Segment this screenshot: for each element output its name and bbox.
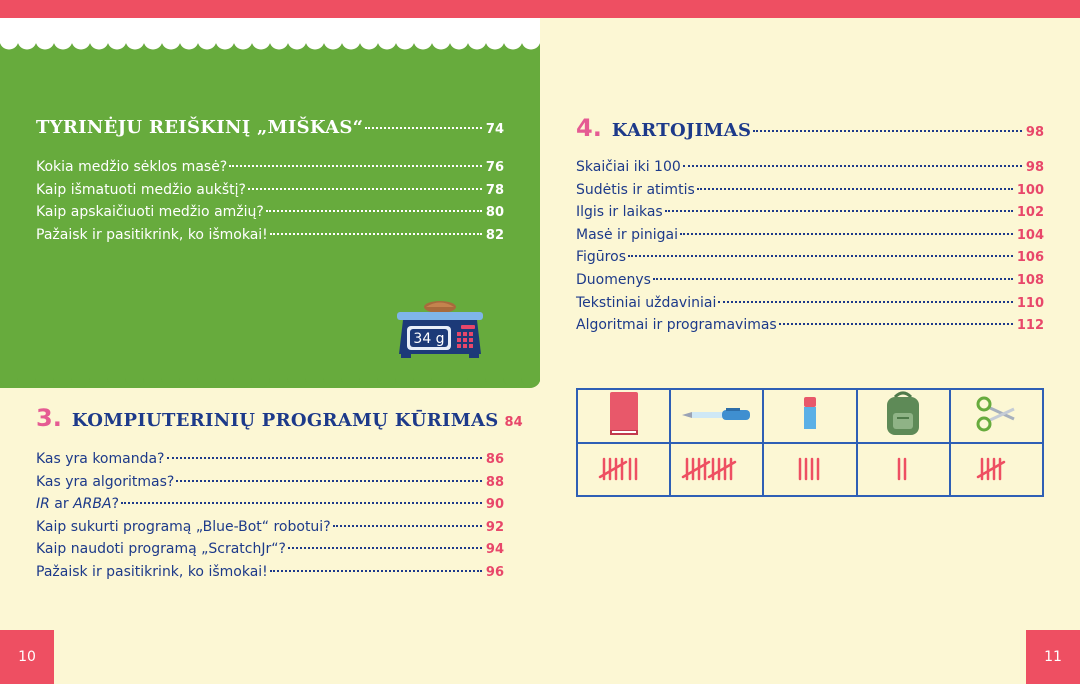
toc-item-label: Sudėtis ir atimtis bbox=[576, 181, 695, 198]
toc-item[interactable] bbox=[576, 317, 1044, 340]
label-mid: ar bbox=[49, 496, 74, 513]
tally-marks bbox=[770, 453, 850, 483]
toc-item[interactable] bbox=[36, 159, 504, 182]
section-number: 4. bbox=[576, 114, 602, 142]
toc-item-label: Kaip apskaičiuoti medžio amžių? bbox=[36, 204, 264, 221]
toc-item-page: 110 bbox=[1016, 295, 1044, 311]
backpack-icon bbox=[883, 391, 923, 437]
toc-item-page: 86 bbox=[485, 452, 504, 467]
tally-marks bbox=[677, 453, 757, 483]
toc-item[interactable] bbox=[36, 451, 504, 474]
top-color-bar bbox=[0, 0, 1080, 18]
toc-item[interactable] bbox=[576, 249, 1044, 272]
page-number: 98 bbox=[1025, 125, 1044, 140]
toc-item-label: Figūros bbox=[576, 249, 626, 266]
toc-item-label: Skaičiai iki 100 bbox=[576, 159, 681, 175]
table-cell bbox=[763, 443, 856, 496]
dot-leader bbox=[266, 210, 482, 212]
toc-item[interactable] bbox=[36, 564, 504, 587]
section-title-miskas[interactable] bbox=[36, 117, 504, 138]
toc-item-page: 100 bbox=[1016, 182, 1044, 198]
section-number: 3. bbox=[36, 404, 62, 432]
eraser-icon bbox=[803, 397, 817, 431]
toc-item-page: 82 bbox=[485, 227, 504, 243]
scale-display-text: 34 g bbox=[413, 331, 445, 347]
dot-leader bbox=[365, 127, 482, 129]
scallop-edge-top bbox=[0, 18, 540, 54]
page-number-left: 10 bbox=[0, 630, 54, 684]
dot-leader bbox=[121, 502, 482, 504]
toc-item-page: 92 bbox=[485, 519, 504, 535]
dot-leader bbox=[653, 278, 1013, 280]
toc-item-page: 112 bbox=[1016, 318, 1044, 334]
tally-marks bbox=[956, 453, 1036, 483]
toc-item-page: 108 bbox=[1016, 272, 1044, 288]
dot-leader bbox=[718, 301, 1013, 303]
toc-item[interactable] bbox=[36, 474, 504, 497]
dot-leader bbox=[628, 255, 1013, 257]
tally-marks bbox=[584, 453, 664, 483]
dot-leader bbox=[333, 525, 482, 527]
dot-leader bbox=[248, 188, 482, 190]
toc-item[interactable] bbox=[576, 272, 1044, 295]
table-cell bbox=[670, 389, 763, 443]
toc-item-label bbox=[36, 496, 119, 512]
scallop-edge-bottom bbox=[0, 378, 540, 394]
toc-item-label: Duomenys bbox=[576, 271, 651, 288]
table-cell bbox=[857, 443, 950, 496]
toc-item[interactable] bbox=[36, 204, 504, 227]
dot-leader bbox=[270, 570, 482, 572]
toc-list-section-3 bbox=[36, 451, 504, 587]
toc-item[interactable] bbox=[36, 182, 504, 205]
page-number-right: 11 bbox=[1026, 630, 1080, 684]
toc-list-miskas bbox=[36, 159, 504, 249]
toc-item[interactable] bbox=[36, 227, 504, 250]
toc-item-label: Pažaisk ir pasitikrink, ko išmokai! bbox=[36, 226, 268, 243]
toc-item-page: 78 bbox=[485, 182, 504, 198]
toc-item-label: Kas yra algoritmas? bbox=[36, 473, 175, 490]
toc-item-page: 98 bbox=[1025, 160, 1044, 175]
label-end: ? bbox=[111, 496, 120, 513]
toc-item[interactable] bbox=[36, 519, 504, 542]
toc-item-label: Pažaisk ir pasitikrink, ko išmokai! bbox=[36, 563, 268, 580]
toc-item[interactable] bbox=[36, 496, 504, 519]
toc-item-page: 80 bbox=[485, 205, 504, 221]
toc-item-page: 76 bbox=[485, 160, 504, 175]
page-number: 84 bbox=[504, 415, 523, 430]
toc-item-label: Masė ir pinigai bbox=[576, 226, 679, 243]
book-icon bbox=[607, 390, 641, 438]
page-number: 74 bbox=[485, 122, 504, 137]
toc-item-label: Algoritmai ir programavimas bbox=[576, 317, 777, 334]
dot-leader bbox=[176, 480, 482, 482]
scissors-icon bbox=[976, 395, 1016, 433]
toc-item[interactable] bbox=[576, 159, 1044, 182]
pen-icon bbox=[682, 408, 752, 422]
section-title-3[interactable] bbox=[36, 404, 523, 432]
toc-list-section-4 bbox=[576, 159, 1044, 340]
dot-leader bbox=[167, 457, 482, 459]
toc-item-page: 90 bbox=[485, 497, 504, 513]
toc-item-label: Kas yra komanda? bbox=[36, 451, 165, 467]
label-italic-ir: IR bbox=[36, 496, 50, 513]
toc-item-page: 94 bbox=[485, 542, 504, 558]
tally-table bbox=[576, 388, 1044, 497]
dot-leader bbox=[288, 547, 482, 549]
toc-item-page: 96 bbox=[485, 564, 504, 580]
dot-leader bbox=[697, 188, 1013, 190]
toc-item-page: 106 bbox=[1016, 250, 1044, 266]
dot-leader bbox=[753, 130, 1022, 132]
table-cell bbox=[577, 443, 670, 496]
dot-leader bbox=[683, 165, 1022, 167]
table-cell bbox=[950, 443, 1043, 496]
dot-leader bbox=[270, 233, 482, 235]
toc-item[interactable] bbox=[36, 541, 504, 564]
dot-leader bbox=[779, 323, 1013, 325]
section-title-text: TYRINĖJU REIŠKINĮ „MIŠKAS“ bbox=[36, 117, 364, 138]
toc-item-label: Tekstiniai uždaviniai bbox=[576, 294, 717, 311]
table-cell bbox=[577, 389, 670, 443]
toc-item-label: Ilgis ir laikas bbox=[576, 204, 663, 221]
dot-leader bbox=[680, 233, 1013, 235]
kitchen-scale-icon bbox=[393, 298, 487, 360]
table-cell bbox=[857, 389, 950, 443]
toc-item-page: 102 bbox=[1016, 205, 1044, 221]
section-title-text: KARTOJIMAS bbox=[611, 120, 752, 141]
toc-item[interactable] bbox=[576, 227, 1044, 250]
dot-leader bbox=[665, 210, 1013, 212]
table-cell bbox=[763, 389, 856, 443]
toc-item-label: Kaip naudoti programą „ScratchJr“? bbox=[36, 541, 286, 558]
toc-item[interactable] bbox=[576, 204, 1044, 227]
toc-item-label: Kaip išmatuoti medžio aukštį? bbox=[36, 181, 246, 198]
label-italic-arba: ARBA bbox=[73, 496, 112, 513]
toc-item-label: Kaip sukurti programą „Blue-Bot“ robotui? bbox=[36, 518, 331, 535]
toc-item[interactable] bbox=[576, 295, 1044, 318]
toc-item[interactable] bbox=[576, 182, 1044, 205]
toc-item-page: 104 bbox=[1016, 227, 1044, 243]
toc-item-page: 88 bbox=[485, 474, 504, 490]
table-cell bbox=[950, 389, 1043, 443]
section-title-text: KOMPIUTERINIŲ PROGRAMŲ KŪRIMAS bbox=[71, 410, 499, 431]
tally-marks bbox=[863, 453, 943, 483]
toc-item-label: Kokia medžio sėklos masė? bbox=[36, 159, 228, 175]
section-title-4[interactable] bbox=[576, 114, 1044, 142]
table-cell bbox=[670, 443, 763, 496]
dot-leader bbox=[229, 165, 482, 167]
